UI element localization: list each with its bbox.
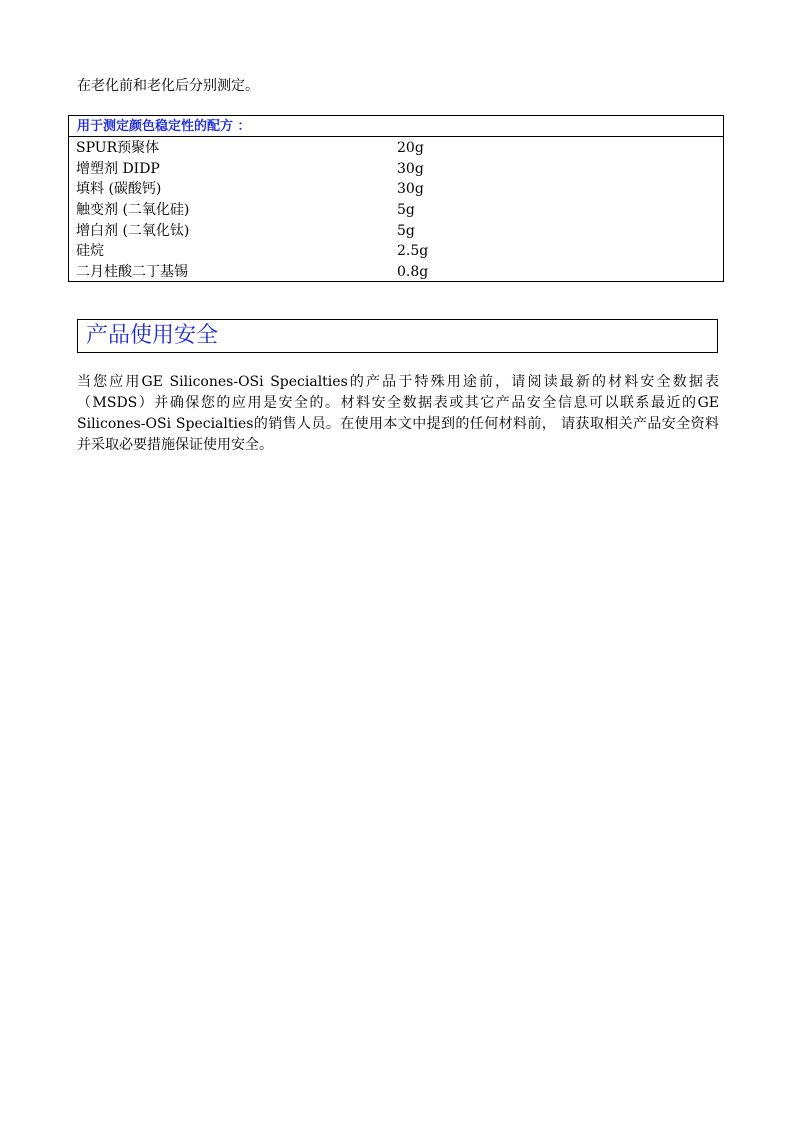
ingredient-name: 填料 (碳酸钙) — [76, 181, 162, 198]
ingredient-name: 增白剂 (二氧化钛) — [76, 222, 190, 239]
table-row — [69, 179, 723, 200]
ingredient-name: 硅烷 — [76, 243, 104, 260]
ingredient-amount: 5g — [397, 222, 415, 239]
table-row — [69, 138, 723, 159]
ingredient-amount: 30g — [397, 181, 424, 198]
ingredient-name: 触变剂 (二氧化硅) — [76, 202, 190, 219]
section-heading: 产品使用安全 — [77, 319, 718, 353]
ingredient-name: SPUR预聚体 — [76, 140, 160, 156]
table-row — [69, 221, 723, 242]
formula-table-header: 用于测定颜色稳定性的配方 ： — [69, 116, 723, 137]
ingredient-name: 二月桂酸二丁基锡 — [76, 264, 188, 281]
table-row — [69, 262, 723, 283]
safety-paragraph: 当您应用GE Silicones-OSi Specialties的产品于特殊用途前，请阅读最新的材料安全数据表（MSDS）并确保您的应用是安全的。材料安全数据表或其它产品安全信息可以联系最近的GE Silicones-OSi Specialties的销售人员。在使用本文中提到的任何材料前， 请获取相关产品安全资料并采取必要措施保证使用安全。 — [77, 374, 719, 453]
ingredient-name: 增塑剂 DIDP — [76, 160, 160, 177]
intro-paragraph: 在老化前和老化后分别测定。 — [77, 78, 259, 94]
ingredient-amount: 30g — [397, 160, 424, 177]
formula-table-body — [69, 137, 723, 283]
formula-table — [68, 115, 724, 282]
table-row — [69, 200, 723, 221]
ingredient-amount: 0.8g — [397, 264, 429, 281]
ingredient-amount: 20g — [397, 140, 424, 156]
table-row — [69, 241, 723, 262]
ingredient-amount: 5g — [397, 202, 415, 219]
ingredient-amount: 2.5g — [397, 243, 429, 260]
table-row — [69, 159, 723, 180]
